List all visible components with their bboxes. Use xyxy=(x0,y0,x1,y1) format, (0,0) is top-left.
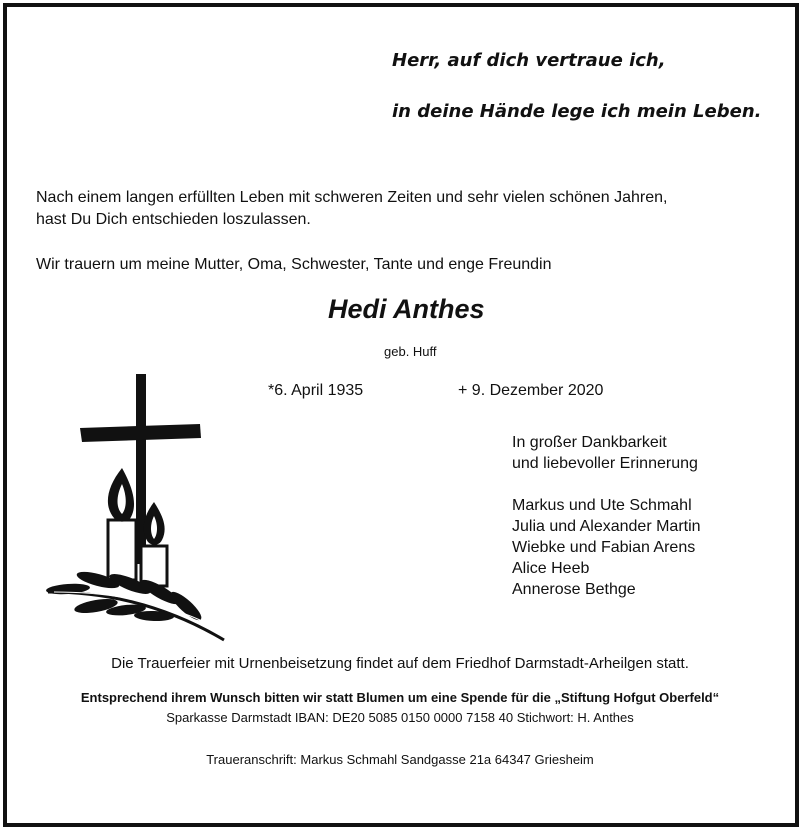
mourner-line: Julia und Alexander Martin xyxy=(512,518,701,535)
donation-line-1: Entsprechend ihrem Wunsch bitten wir statt Blumen um eine Spende für die „Stiftung Hofgut Oberfeld“ xyxy=(80,690,720,705)
birth-date: *6. April 1935 xyxy=(268,382,364,399)
closing-line-1: In großer Dankbarkeit xyxy=(512,434,667,451)
closing-line-2: und liebevoller Erinnerung xyxy=(512,455,698,472)
mourner-line: Wiebke und Fabian Arens xyxy=(512,539,696,556)
deceased-name: Hedi Anthes xyxy=(328,294,485,324)
mourner-line: Alice Heeb xyxy=(512,560,590,577)
intro-line-3: Wir trauern um meine Mutter, Oma, Schwester, Tante und enge Freundin xyxy=(36,256,552,273)
funeral-info: Die Trauerfeier mit Urnenbeisetzung findet auf dem Friedhof Darmstadt-Arheilgen statt. xyxy=(111,655,689,672)
death-date: + 9. Dezember 2020 xyxy=(458,382,604,399)
intro-line-1: Nach einem langen erfüllten Leben mit schweren Zeiten und sehr vielen schönen Jahren, xyxy=(36,189,668,206)
verse-line-2: in deine Hände lege ich mein Leben. xyxy=(392,101,762,122)
verse-line-1: Herr, auf dich vertraue ich, xyxy=(392,50,666,71)
cross-candles-palm-icon xyxy=(40,370,240,650)
mourner-line: Annerose Bethge xyxy=(512,581,636,598)
mourners-list xyxy=(512,495,701,600)
intro-line-2: hast Du Dich entschieden loszulassen. xyxy=(36,211,311,228)
mourner-line: Markus und Ute Schmahl xyxy=(512,497,692,514)
closing-words xyxy=(512,432,698,474)
maiden-name: geb. Huff xyxy=(384,344,437,359)
mourning-address: Traueranschrift: Markus Schmahl Sandgasse 21a 64347 Griesheim xyxy=(206,752,594,767)
donation-line-2: Sparkasse Darmstadt IBAN: DE20 5085 0150 0000 7158 40 Stichwort: H. Anthes xyxy=(166,710,634,725)
